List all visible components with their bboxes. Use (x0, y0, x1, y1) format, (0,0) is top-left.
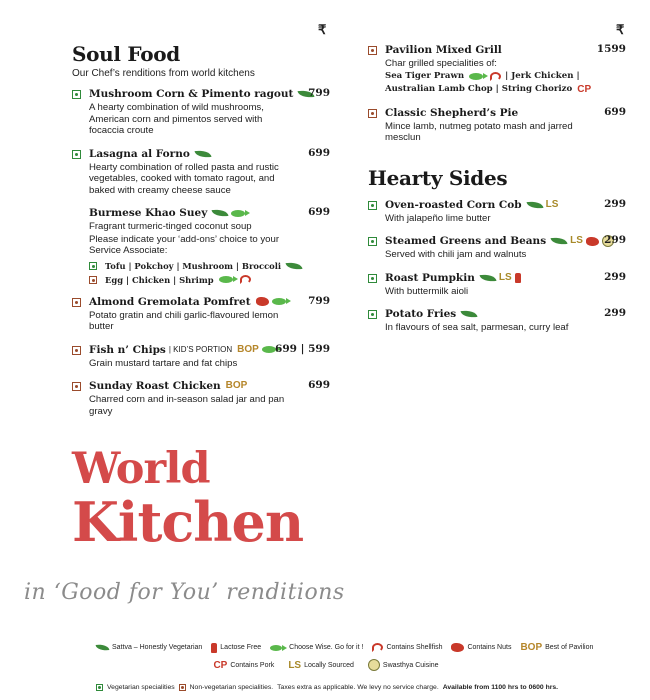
veg-mark-icon (89, 262, 97, 270)
sattva-leaf-icon (526, 199, 543, 209)
nonveg-mark-icon (72, 346, 81, 355)
legend-bop (520, 642, 593, 653)
section-subtitle: Our Chef’s renditions from world kitchens (72, 68, 255, 79)
legend-row-2 (96, 659, 616, 671)
item-description: Char grilled specialities of: (385, 58, 497, 69)
item-price: 1599 (596, 43, 626, 55)
item-name: Classic Shepherd’s Pie (385, 106, 519, 119)
item-name: Pavilion Mixed Grill (385, 44, 502, 56)
choose-wise-fish-icon (272, 298, 286, 305)
menu-item (368, 106, 626, 144)
item-name: Fish n’ Chips (89, 343, 166, 356)
ls-tag: LS (570, 235, 583, 246)
legend-label: Choose Wise. Go for it ! (289, 644, 364, 651)
addon-list (89, 261, 330, 285)
nonveg-mark-icon (72, 382, 81, 391)
item-price: 699 (308, 206, 330, 218)
item-description: Hearty combination of rolled pasta and rustic vegetables, cooked with tomato ragout, and baked with creamy cheese sauce (89, 161, 279, 196)
sattva-leaf-icon (551, 236, 568, 246)
menu-item (368, 271, 626, 298)
addon-options: Tofu | Pokchoy | Mushroom | Broccoli (105, 260, 282, 271)
ls-tag: LS (545, 198, 559, 210)
rupee-symbol-left: ₹ (318, 22, 327, 37)
brand-logo (72, 444, 304, 554)
item-price: 699 (308, 146, 330, 159)
item-description: Fragrant turmeric-tinged coconut soup (89, 221, 252, 232)
menu-item (72, 295, 330, 333)
legend-label: Lactose Free (220, 644, 262, 651)
speciality-lamb-chorizo: Australian Lamb Chop | String Chorizo (385, 83, 573, 94)
shellfish-icon (372, 643, 383, 652)
nonveg-mark-icon (368, 109, 377, 118)
item-note: Please indicate your ‘add-ons’ choice to your Service Associate: (89, 233, 280, 256)
sattva-leaf-icon (479, 272, 496, 282)
item-name: Roast Pumpkin (385, 271, 475, 284)
sattva-leaf-icon (461, 309, 478, 319)
section-title: Hearty Sides (368, 165, 508, 190)
cp-tag: CP (577, 83, 592, 95)
item-description: Grain mustard tartare and fat chips (89, 357, 238, 369)
legend-label: Sattva – Honestly Vegetarian (112, 644, 203, 651)
footer-taxes: Taxes extra as applicable. We levy no service charge. (277, 684, 439, 691)
brand-tagline: in ‘Good for You’ renditions (24, 580, 345, 605)
choose-wise-fish-icon (262, 346, 276, 353)
pavilion-section (368, 35, 626, 334)
speciality-chicken: | Jerk Chicken | (505, 70, 580, 81)
choose-wise-fish-icon (469, 73, 483, 80)
lactose-free-icon (211, 643, 217, 653)
menu-item (72, 206, 330, 285)
choose-wise-fish-icon (231, 210, 245, 217)
legend-label: Swasthya Cuisine (382, 661, 439, 669)
item-description: In flavours of sea salt, parmesan, curry leaf (385, 322, 569, 333)
shellfish-icon (240, 275, 251, 284)
shellfish-icon (490, 72, 501, 81)
item-price: 699 (308, 379, 330, 391)
item-name: Potato Fries (385, 308, 457, 320)
legend-choose-wise (270, 644, 363, 651)
item-price: 299 (604, 307, 626, 319)
veg-mark-icon (368, 310, 377, 319)
legend-nuts (451, 643, 511, 652)
ls-tag: LS (288, 659, 302, 671)
nonveg-mark-icon (368, 46, 377, 55)
ls-tag: LS (498, 271, 512, 283)
nonveg-mark-icon (72, 298, 81, 307)
item-name: Oven-roasted Corn Cob (385, 198, 522, 211)
item-description: Mince lamb, nutmeg potato mash and jarred mesclun (385, 120, 573, 143)
item-description: Served with chili jam and walnuts (385, 249, 527, 260)
footer-note (96, 684, 558, 691)
sattva-leaf-icon (286, 260, 303, 270)
menu-item (368, 198, 626, 225)
legend-label: Best of Pavilion (545, 644, 594, 651)
veg-mark-icon (368, 274, 377, 283)
menu-item (368, 43, 626, 96)
soul-food-section (72, 42, 330, 417)
bop-tag: BOP (520, 642, 543, 653)
veg-mark-icon (72, 90, 81, 99)
addon-row-nonveg (89, 275, 330, 285)
menu-item (72, 343, 330, 370)
sattva-leaf-icon (194, 148, 211, 158)
kids-portion-label: | KID’S PORTION (168, 344, 233, 354)
veg-mark-icon (368, 201, 377, 210)
menu-item (368, 234, 626, 261)
footer-nonveg-label: Non-vegetarian specialities. (189, 684, 274, 691)
specialities-line (385, 83, 626, 96)
swasthya-icon (368, 659, 380, 671)
item-name: Mushroom Corn & Pimento ragout (89, 88, 294, 100)
veg-mark-icon (368, 237, 377, 246)
addon-options: Egg | Chicken | Shrimp (105, 274, 214, 285)
item-price: 699 | 599 (275, 342, 330, 355)
menu-item (72, 379, 330, 417)
item-description: Potato gratin and chili garlic-flavoured lemon butter (89, 309, 279, 332)
item-price: 699 (604, 105, 626, 118)
item-price: 299 (604, 197, 626, 210)
footer-hours: Available from 1100 hrs to 0600 hrs. (442, 684, 559, 691)
item-description: Charred corn and in-season salad jar and pan gravy (89, 394, 285, 417)
veg-mark-icon (96, 684, 103, 691)
sattva-leaf-icon (212, 208, 229, 218)
item-name: Sunday Roast Chicken (89, 380, 221, 392)
menu-item (72, 147, 330, 197)
bop-tag: BOP (237, 343, 259, 355)
bop-tag: BOP (225, 380, 248, 391)
nonveg-mark-icon (89, 276, 97, 284)
menu-item (72, 87, 330, 137)
cp-tag: CP (213, 659, 228, 671)
lactose-free-icon (515, 273, 521, 283)
legend-shellfish (372, 643, 442, 652)
legend-cp (213, 659, 274, 671)
nuts-icon (256, 297, 269, 306)
legend-label: Contains Pork (230, 661, 275, 669)
footer-veg-label: Vegetarian specialities (107, 684, 175, 691)
item-name: Burmese Khao Suey (89, 207, 208, 219)
legend-label: Locally Sourced (304, 661, 354, 669)
brand-kitchen: Kitchen (72, 490, 304, 554)
legend (96, 642, 616, 671)
choose-wise-fish-icon (219, 276, 233, 283)
item-price: 799 (308, 87, 330, 99)
legend-lactose (211, 643, 261, 653)
item-name: Almond Gremolata Pomfret (89, 295, 251, 308)
speciality-prawn: Sea Tiger Prawn (385, 70, 465, 81)
item-description: With buttermilk aioli (385, 285, 469, 297)
addon-row-veg (89, 261, 330, 271)
legend-ls (288, 659, 354, 671)
nonveg-mark-icon (179, 684, 186, 691)
legend-label: Contains Shellfish (386, 644, 443, 651)
veg-mark-icon (72, 150, 81, 159)
item-price: 799 (308, 294, 330, 307)
item-price: 299 (604, 234, 626, 246)
choose-wise-fish-icon (270, 645, 282, 651)
section-title: Soul Food (72, 42, 180, 66)
item-price: 299 (604, 270, 626, 283)
item-name: Steamed Greens and Beans (385, 235, 547, 247)
item-description: A hearty combination of wild mushrooms, American corn and pimentos served with focaccia croute (89, 102, 264, 136)
nuts-icon (586, 237, 599, 246)
legend-label: Contains Nuts (467, 644, 512, 651)
legend-sattva (96, 644, 202, 651)
sattva-leaf-icon (96, 643, 110, 652)
item-description: With jalapeño lime butter (385, 212, 491, 224)
legend-swasthya (368, 659, 439, 671)
nuts-icon (451, 643, 464, 652)
specialities-line (385, 70, 626, 83)
rupee-symbol-right: ₹ (616, 22, 625, 37)
menu-item (368, 307, 626, 334)
item-name: Lasagna al Forno (89, 147, 190, 160)
brand-world: World (72, 444, 210, 494)
